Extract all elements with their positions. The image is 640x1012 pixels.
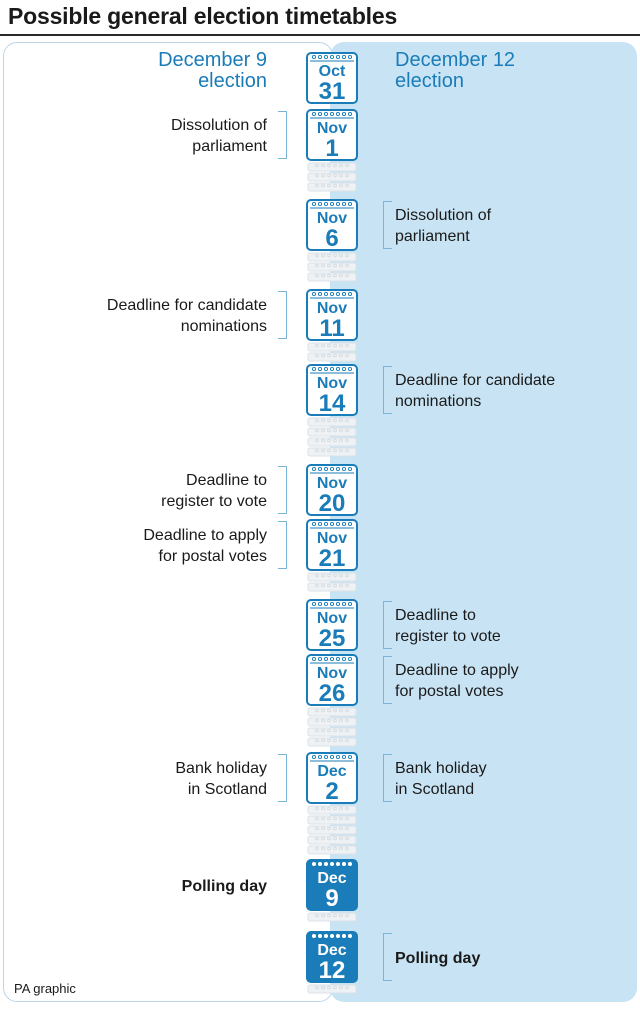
binder-ring — [330, 862, 333, 865]
calendar-filler-page — [308, 263, 356, 271]
tile-month: Dec — [317, 763, 347, 780]
tile-month: Nov — [316, 665, 348, 682]
credit-text: PA graphic — [14, 981, 76, 996]
calendar-filler-page — [308, 816, 356, 824]
calendar-filler-page — [308, 738, 356, 746]
event-bracket — [278, 754, 287, 802]
tile-day: 6 — [325, 225, 339, 252]
dec9-event-label: Polling day — [181, 877, 267, 895]
calendar-tile-nov-20 — [307, 465, 357, 517]
tile-month: Dec — [317, 942, 347, 959]
tile-day: 21 — [318, 545, 346, 572]
binder-ring — [324, 862, 327, 865]
tile-month: Dec — [317, 870, 347, 887]
tile-day: 1 — [325, 135, 339, 162]
calendar-filler-page — [308, 846, 356, 854]
dec9-event-label: Bank holiday in Scotland — [175, 760, 267, 798]
tile-month: Nov — [316, 375, 348, 392]
calendar-filler-page — [308, 806, 356, 814]
tile-day: 12 — [318, 957, 346, 984]
tile-day: 20 — [318, 490, 346, 517]
tile-month: Nov — [316, 120, 348, 137]
calendar-tile-dec-12 — [307, 932, 357, 984]
binder-ring — [318, 862, 321, 865]
binder-ring — [342, 934, 345, 937]
tile-month: Nov — [316, 530, 348, 547]
calendar-filler-page — [308, 253, 356, 261]
calendar-filler-page — [308, 728, 356, 736]
calendar-tile-nov-26 — [307, 655, 357, 707]
tile-day: 31 — [318, 78, 346, 105]
calendar-filler-page — [308, 173, 356, 181]
event-bracket — [383, 201, 392, 249]
dec12-event-label: Deadline to register to vote — [395, 607, 501, 645]
event-bracket — [278, 466, 287, 514]
calendar-tile-nov-11 — [307, 290, 357, 342]
dec12-event-label: Dissolution of parliament — [395, 207, 492, 245]
calendar-filler-page — [308, 708, 356, 716]
dec12-event-label: Deadline to apply for postal votes — [395, 662, 519, 700]
page-title: Possible general election timetables — [8, 3, 398, 29]
event-bracket — [383, 656, 392, 704]
binder-ring — [342, 862, 345, 865]
binder-ring — [324, 934, 327, 937]
event-bracket — [278, 291, 287, 339]
dec12-event-label: Deadline for candidate nominations — [395, 372, 556, 410]
dec9-event-label: Deadline to apply for postal votes — [143, 527, 267, 565]
calendar-filler-page — [308, 826, 356, 834]
tile-month: Nov — [316, 475, 348, 492]
calendar-filler-page — [308, 448, 356, 456]
calendar-filler-page — [308, 353, 356, 361]
calendar-tile-dec-2 — [307, 753, 357, 805]
calendar-tile-oct-31 — [307, 53, 357, 105]
tile-day: 25 — [318, 625, 346, 652]
tile-day: 11 — [319, 315, 345, 342]
tile-month: Oct — [318, 63, 346, 80]
tile-day: 2 — [325, 778, 339, 805]
dec12-event-label: Bank holiday in Scotland — [395, 760, 487, 798]
dec12-column-heading: December 12 election — [395, 49, 516, 92]
calendar-tile-nov-6 — [307, 200, 357, 252]
calendar-filler-page — [308, 836, 356, 844]
calendar-filler-page — [308, 985, 356, 993]
event-bracket — [278, 111, 287, 159]
binder-ring — [336, 862, 339, 865]
event-bracket — [383, 933, 392, 981]
dec9-event-label: Deadline for candidate nominations — [106, 297, 267, 335]
tile-day: 26 — [318, 680, 346, 707]
calendar-filler-page — [308, 583, 356, 591]
calendar-tile-dec-9 — [307, 860, 357, 912]
tile-month: Nov — [316, 610, 348, 627]
event-bracket — [383, 754, 392, 802]
calendar-filler-page — [308, 163, 356, 171]
calendar-filler-page — [308, 418, 356, 426]
binder-ring — [318, 934, 321, 937]
binder-ring — [330, 934, 333, 937]
event-bracket — [383, 366, 392, 414]
tile-day: 14 — [318, 390, 346, 417]
calendar-tile-nov-14 — [307, 365, 357, 417]
calendar-filler-page — [308, 438, 356, 446]
dec9-event-label: Dissolution of parliament — [170, 117, 267, 155]
calendar-filler-page — [308, 343, 356, 351]
binder-ring — [312, 862, 315, 865]
dec12-event-label: Polling day — [395, 949, 481, 967]
calendar-filler-page — [308, 428, 356, 436]
binder-ring — [336, 934, 339, 937]
calendar-filler-page — [308, 183, 356, 191]
tile-month: Nov — [316, 210, 348, 227]
calendar-filler-page — [308, 273, 356, 281]
calendar-tile-nov-1 — [307, 110, 357, 162]
binder-ring — [348, 934, 351, 937]
binder-ring — [348, 862, 351, 865]
tile-month: Nov — [316, 300, 348, 317]
calendar-tile-nov-21 — [307, 520, 357, 572]
binder-ring — [312, 934, 315, 937]
calendar-filler-page — [308, 573, 356, 581]
event-bracket — [278, 521, 287, 569]
calendar-filler-page — [308, 718, 356, 726]
calendar-tile-nov-25 — [307, 600, 357, 652]
dec9-event-label: Deadline to register to vote — [161, 472, 267, 510]
calendar-filler-page — [308, 913, 356, 921]
dec9-column-heading: December 9 election — [158, 49, 267, 92]
tile-day: 9 — [325, 885, 339, 912]
event-bracket — [383, 601, 392, 649]
